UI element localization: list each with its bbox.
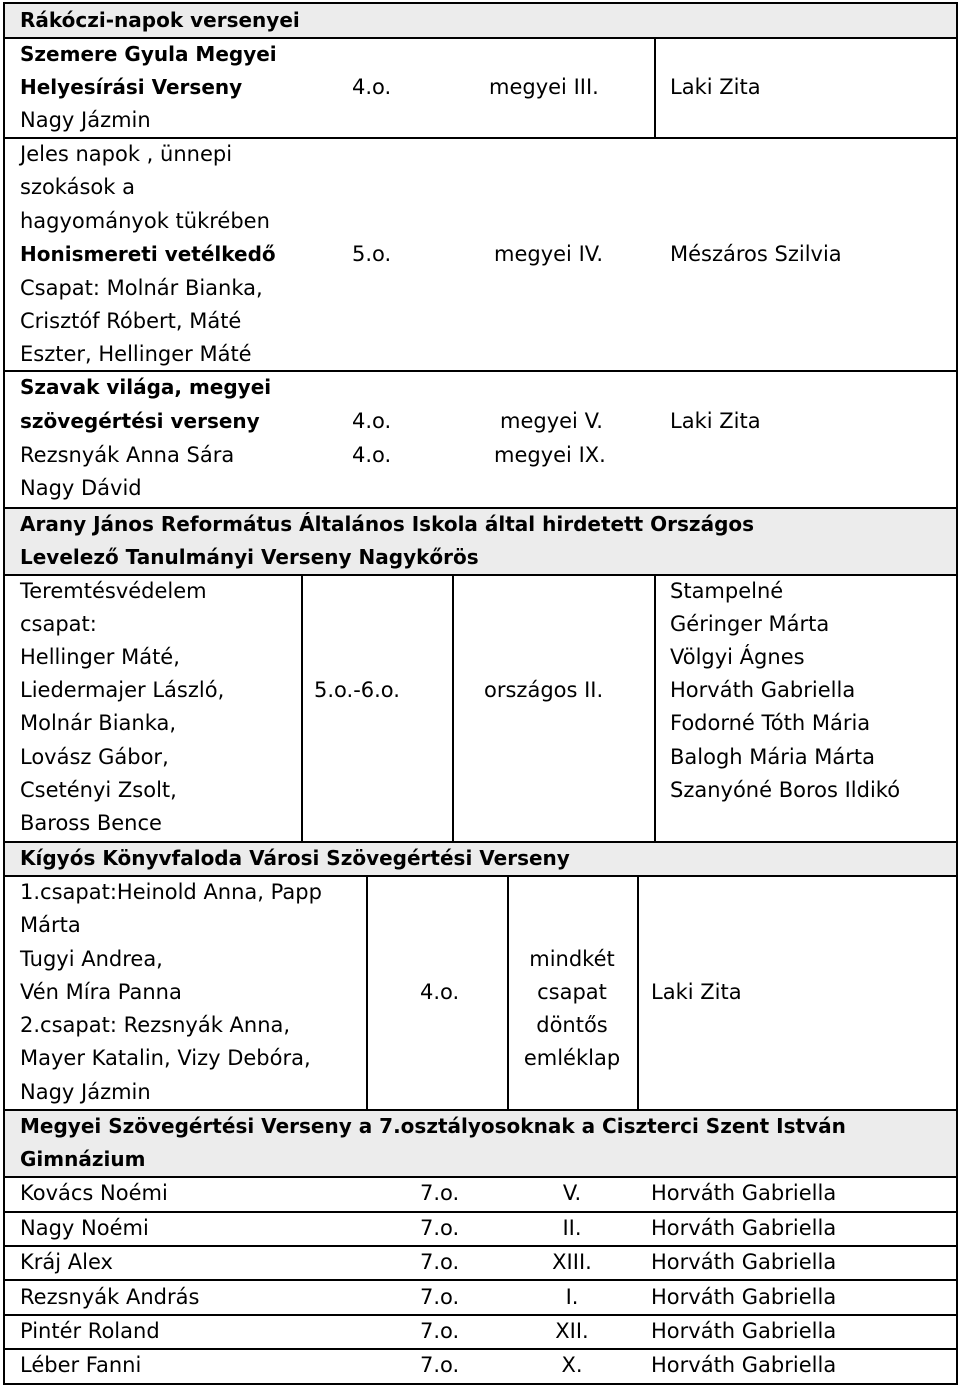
grade: 4.o.: [352, 75, 392, 99]
student-name: Nagy Dávid: [20, 476, 142, 500]
place: I.: [565, 1285, 579, 1309]
team-members: Eszter, Hellinger Máté: [20, 342, 252, 366]
teacher: Laki Zita: [651, 980, 742, 1004]
section4-title: Gimnázium: [20, 1147, 146, 1171]
rule: [956, 2, 958, 1385]
teacher: Horváth Gabriella: [651, 1216, 837, 1240]
section3-title: Kígyós Könyvfaloda Városi Szövegértési Verseny: [20, 846, 570, 870]
team-members: csapat:: [20, 612, 97, 636]
team-members: Mayer Katalin, Vizy Debóra,: [20, 1046, 311, 1070]
grade: 5.o.: [352, 242, 392, 266]
grade: 7.o.: [420, 1285, 460, 1309]
teacher: Mészáros Szilvia: [670, 242, 842, 266]
grade: 7.o.: [420, 1250, 460, 1274]
grade: 5.o.-6.o.: [314, 678, 400, 702]
student-name: Léber Fanni: [20, 1353, 142, 1377]
student-name: Rezsnyák Anna Sára: [20, 443, 235, 467]
team-members: Csetényi Zsolt,: [20, 778, 177, 802]
rule: [654, 37, 656, 139]
place: XIII.: [552, 1250, 592, 1274]
teacher: Laki Zita: [670, 75, 761, 99]
team-members: 1.csapat:Heinold Anna, Papp: [20, 880, 322, 904]
section4-title: Megyei Szövegértési Verseny a 7.osztályosoknak a Ciszterci Szent István: [20, 1114, 846, 1138]
grade: 7.o.: [420, 1181, 460, 1205]
result: megyei IX.: [494, 443, 606, 467]
rule: [637, 875, 639, 1111]
team-members: Vén Míra Panna: [20, 980, 182, 1004]
rule: [3, 1383, 958, 1385]
grade: 7.o.: [420, 1353, 460, 1377]
section1-title: Rákóczi-napok versenyei: [20, 8, 300, 32]
teacher: Horváth Gabriella: [651, 1319, 837, 1343]
team-members: Liedermajer László,: [20, 678, 225, 702]
team-members: Nagy Jázmin: [20, 1080, 151, 1104]
section2-title: Levelező Tanulmányi Verseny Nagykőrös: [20, 545, 479, 569]
team-members: Teremtésvédelem: [20, 579, 207, 603]
grade: 7.o.: [420, 1216, 460, 1240]
team-members: 2.csapat: Rezsnyák Anna,: [20, 1013, 291, 1037]
result: megyei V.: [500, 409, 603, 433]
competition-name: szövegértési verseny: [20, 409, 260, 433]
place: V.: [562, 1181, 582, 1205]
grade: 4.o.: [352, 409, 392, 433]
rule: [452, 574, 454, 843]
teacher: Géringer Márta: [670, 612, 830, 636]
team-members: Baross Bence: [20, 811, 162, 835]
rule: [366, 875, 368, 1111]
result: megyei III.: [489, 75, 599, 99]
teacher: Laki Zita: [670, 409, 761, 433]
team-members: Csapat: Molnár Bianka,: [20, 276, 263, 300]
teacher: Fodorné Tóth Mária: [670, 711, 871, 735]
rule: [3, 2, 5, 1385]
competition-name: Szavak világa, megyei: [20, 375, 272, 399]
rule: [654, 574, 656, 843]
team-members: Molnár Bianka,: [20, 711, 177, 735]
competition-name: szokások a: [20, 175, 135, 199]
team-members: Márta: [20, 913, 81, 937]
result: megyei IV.: [494, 242, 604, 266]
team-members: Tugyi Andrea,: [20, 947, 163, 971]
student-name: Pintér Roland: [20, 1319, 160, 1343]
teacher: Horváth Gabriella: [651, 1353, 837, 1377]
student-name: Kráj Alex: [20, 1250, 113, 1274]
competition-name: hagyományok tükrében: [20, 209, 270, 233]
rule: [301, 574, 303, 843]
student-name: Nagy Jázmin: [20, 108, 151, 132]
team-members: Crisztóf Róbert, Máté: [20, 309, 242, 333]
team-members: Lovász Gábor,: [20, 745, 169, 769]
place: II.: [562, 1216, 582, 1240]
teacher: Horváth Gabriella: [651, 1250, 837, 1274]
result: döntős: [536, 1013, 608, 1037]
competition-subtitle: Honismereti vetélkedő: [20, 242, 276, 266]
student-name: Rezsnyák András: [20, 1285, 200, 1309]
teacher: Szanyóné Boros Ildikó: [670, 778, 901, 802]
place: X.: [561, 1353, 583, 1377]
teacher: Balogh Mária Márta: [670, 745, 875, 769]
result: csapat: [537, 980, 607, 1004]
team-members: Hellinger Máté,: [20, 645, 180, 669]
teacher: Horváth Gabriella: [651, 1285, 837, 1309]
competition-name: Helyesírási Verseny: [20, 75, 243, 99]
result: mindkét: [529, 947, 615, 971]
section2-title: Arany János Református Általános Iskola által hirdetett Országos: [20, 512, 755, 536]
grade: 4.o.: [352, 443, 392, 467]
teacher: Horváth Gabriella: [651, 1181, 837, 1205]
grade: 7.o.: [420, 1319, 460, 1343]
student-name: Nagy Noémi: [20, 1216, 149, 1240]
teacher: Horváth Gabriella: [670, 678, 856, 702]
grade: 4.o.: [420, 980, 460, 1004]
competition-name: Szemere Gyula Megyei: [20, 42, 277, 66]
teacher: Stampelné: [670, 579, 784, 603]
result: országos II.: [484, 678, 604, 702]
teacher: Völgyi Ágnes: [670, 645, 805, 669]
student-name: Kovács Noémi: [20, 1181, 168, 1205]
result: emléklap: [523, 1046, 621, 1070]
competition-name: Jeles napok , ünnepi: [20, 142, 233, 166]
place: XII.: [555, 1319, 589, 1343]
